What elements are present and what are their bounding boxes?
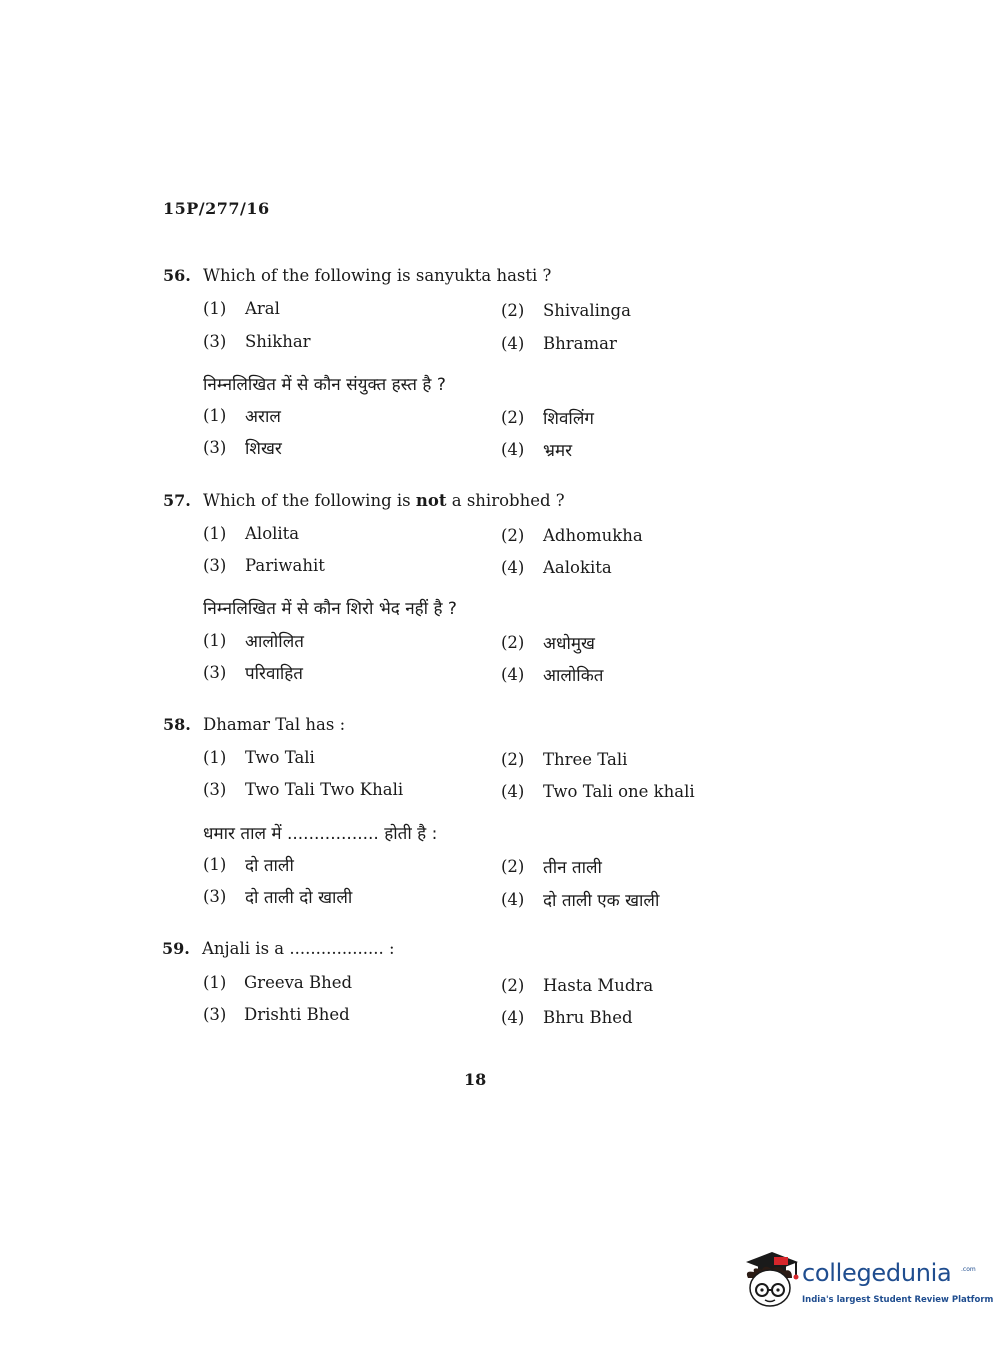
option-number: (2)	[501, 857, 525, 876]
option-number: (3)	[203, 887, 227, 906]
option-number: (2)	[501, 301, 525, 320]
option-text: Adhomukha	[543, 526, 643, 545]
option-number: (4)	[501, 440, 525, 459]
option-number: (4)	[501, 665, 525, 684]
option-number: (4)	[501, 558, 525, 577]
question-number: 59.	[162, 939, 190, 958]
option-text: Hasta Mudra	[543, 976, 654, 995]
collegedunia-logo	[740, 1248, 994, 1318]
option-number: (4)	[501, 890, 525, 909]
option-text: Pariwahit	[245, 556, 325, 575]
question-text-hi: निम्नलिखित में से कौन शिरो भेद नहीं है ?	[203, 599, 457, 619]
question-number: 57.	[163, 491, 191, 510]
option-text-hi: आलोलित	[245, 632, 304, 652]
option-text: Bhru Bhed	[543, 1008, 633, 1027]
option-text: Alolita	[245, 524, 300, 543]
option-text-hi: शिखर	[245, 439, 282, 459]
option-text: Shikhar	[245, 332, 311, 351]
emphasis-not: not	[415, 491, 447, 510]
option-text-hi: दो ताली एक खाली	[543, 891, 660, 911]
question-text-en: Which of the following is sanyukta hasti ?	[203, 266, 552, 285]
question-number: 58.	[163, 715, 191, 734]
option-text-hi: आलोकित	[543, 666, 604, 686]
option-number: (3)	[203, 332, 227, 351]
option-number: (1)	[203, 406, 227, 425]
mascot-icon	[740, 1248, 802, 1314]
option-number: (1)	[203, 524, 227, 543]
question-text-en: Dhamar Tal has :	[203, 715, 346, 734]
question-text-hi: धमार ताल में ................. होती है :	[203, 824, 438, 844]
option-number: (3)	[203, 556, 227, 575]
option-text: Drishti Bhed	[244, 1005, 350, 1024]
option-number: (4)	[501, 334, 525, 353]
option-text: Two Tali one khali	[543, 782, 695, 801]
logo-dotcom: .com	[961, 1266, 976, 1273]
option-text-hi: भ्रमर	[543, 441, 573, 461]
option-text-hi: दो ताली	[245, 856, 294, 876]
option-number: (4)	[501, 1008, 525, 1027]
option-number: (1)	[203, 973, 227, 992]
question-text-part: Which of the following is	[203, 491, 416, 510]
question-text-hi: निम्नलिखित में से कौन संयुक्त हस्त है ?	[203, 375, 446, 395]
question-number: 56.	[163, 266, 191, 285]
option-number: (2)	[501, 750, 525, 769]
option-text: Two Tali Two Khali	[245, 780, 404, 799]
option-number: (2)	[501, 633, 525, 652]
option-text: Bhramar	[543, 334, 617, 353]
option-number: (1)	[203, 748, 227, 767]
option-text-hi: अधोमुख	[543, 634, 595, 654]
option-text-hi: परिवाहित	[245, 664, 303, 684]
option-number: (2)	[501, 408, 525, 427]
logo-tagline: India's largest Student Review Platform	[802, 1295, 994, 1305]
option-number: (3)	[203, 780, 227, 799]
option-text-hi: अराल	[245, 407, 281, 427]
page-number: 18	[464, 1070, 487, 1089]
option-text: Shivalinga	[543, 301, 631, 320]
option-number: (4)	[501, 782, 525, 801]
option-number: (3)	[203, 663, 227, 682]
option-text: Three Tali	[543, 750, 628, 769]
option-number: (3)	[203, 1005, 227, 1024]
option-number: (1)	[203, 631, 227, 650]
option-text: Aalokita	[543, 558, 612, 577]
question-text-en: Anjali is a .................. :	[202, 939, 395, 958]
option-text: Two Tali	[245, 748, 315, 767]
option-text-hi: शिवलिंग	[543, 409, 594, 429]
option-number: (1)	[203, 299, 227, 318]
option-text-hi: दो ताली दो खाली	[245, 888, 353, 908]
option-number: (3)	[203, 438, 227, 457]
option-text-hi: तीन ताली	[543, 858, 602, 878]
question-text-part: a shirobhed ?	[446, 491, 565, 510]
option-text: Aral	[245, 299, 280, 318]
option-number: (2)	[501, 976, 525, 995]
option-text: Greeva Bhed	[244, 973, 353, 992]
paper-code: 15P/277/16	[163, 199, 270, 218]
logo-wordmark: collegedunia	[802, 1259, 952, 1287]
question-text-en	[203, 491, 565, 510]
option-number: (1)	[203, 855, 227, 874]
option-number: (2)	[501, 526, 525, 545]
